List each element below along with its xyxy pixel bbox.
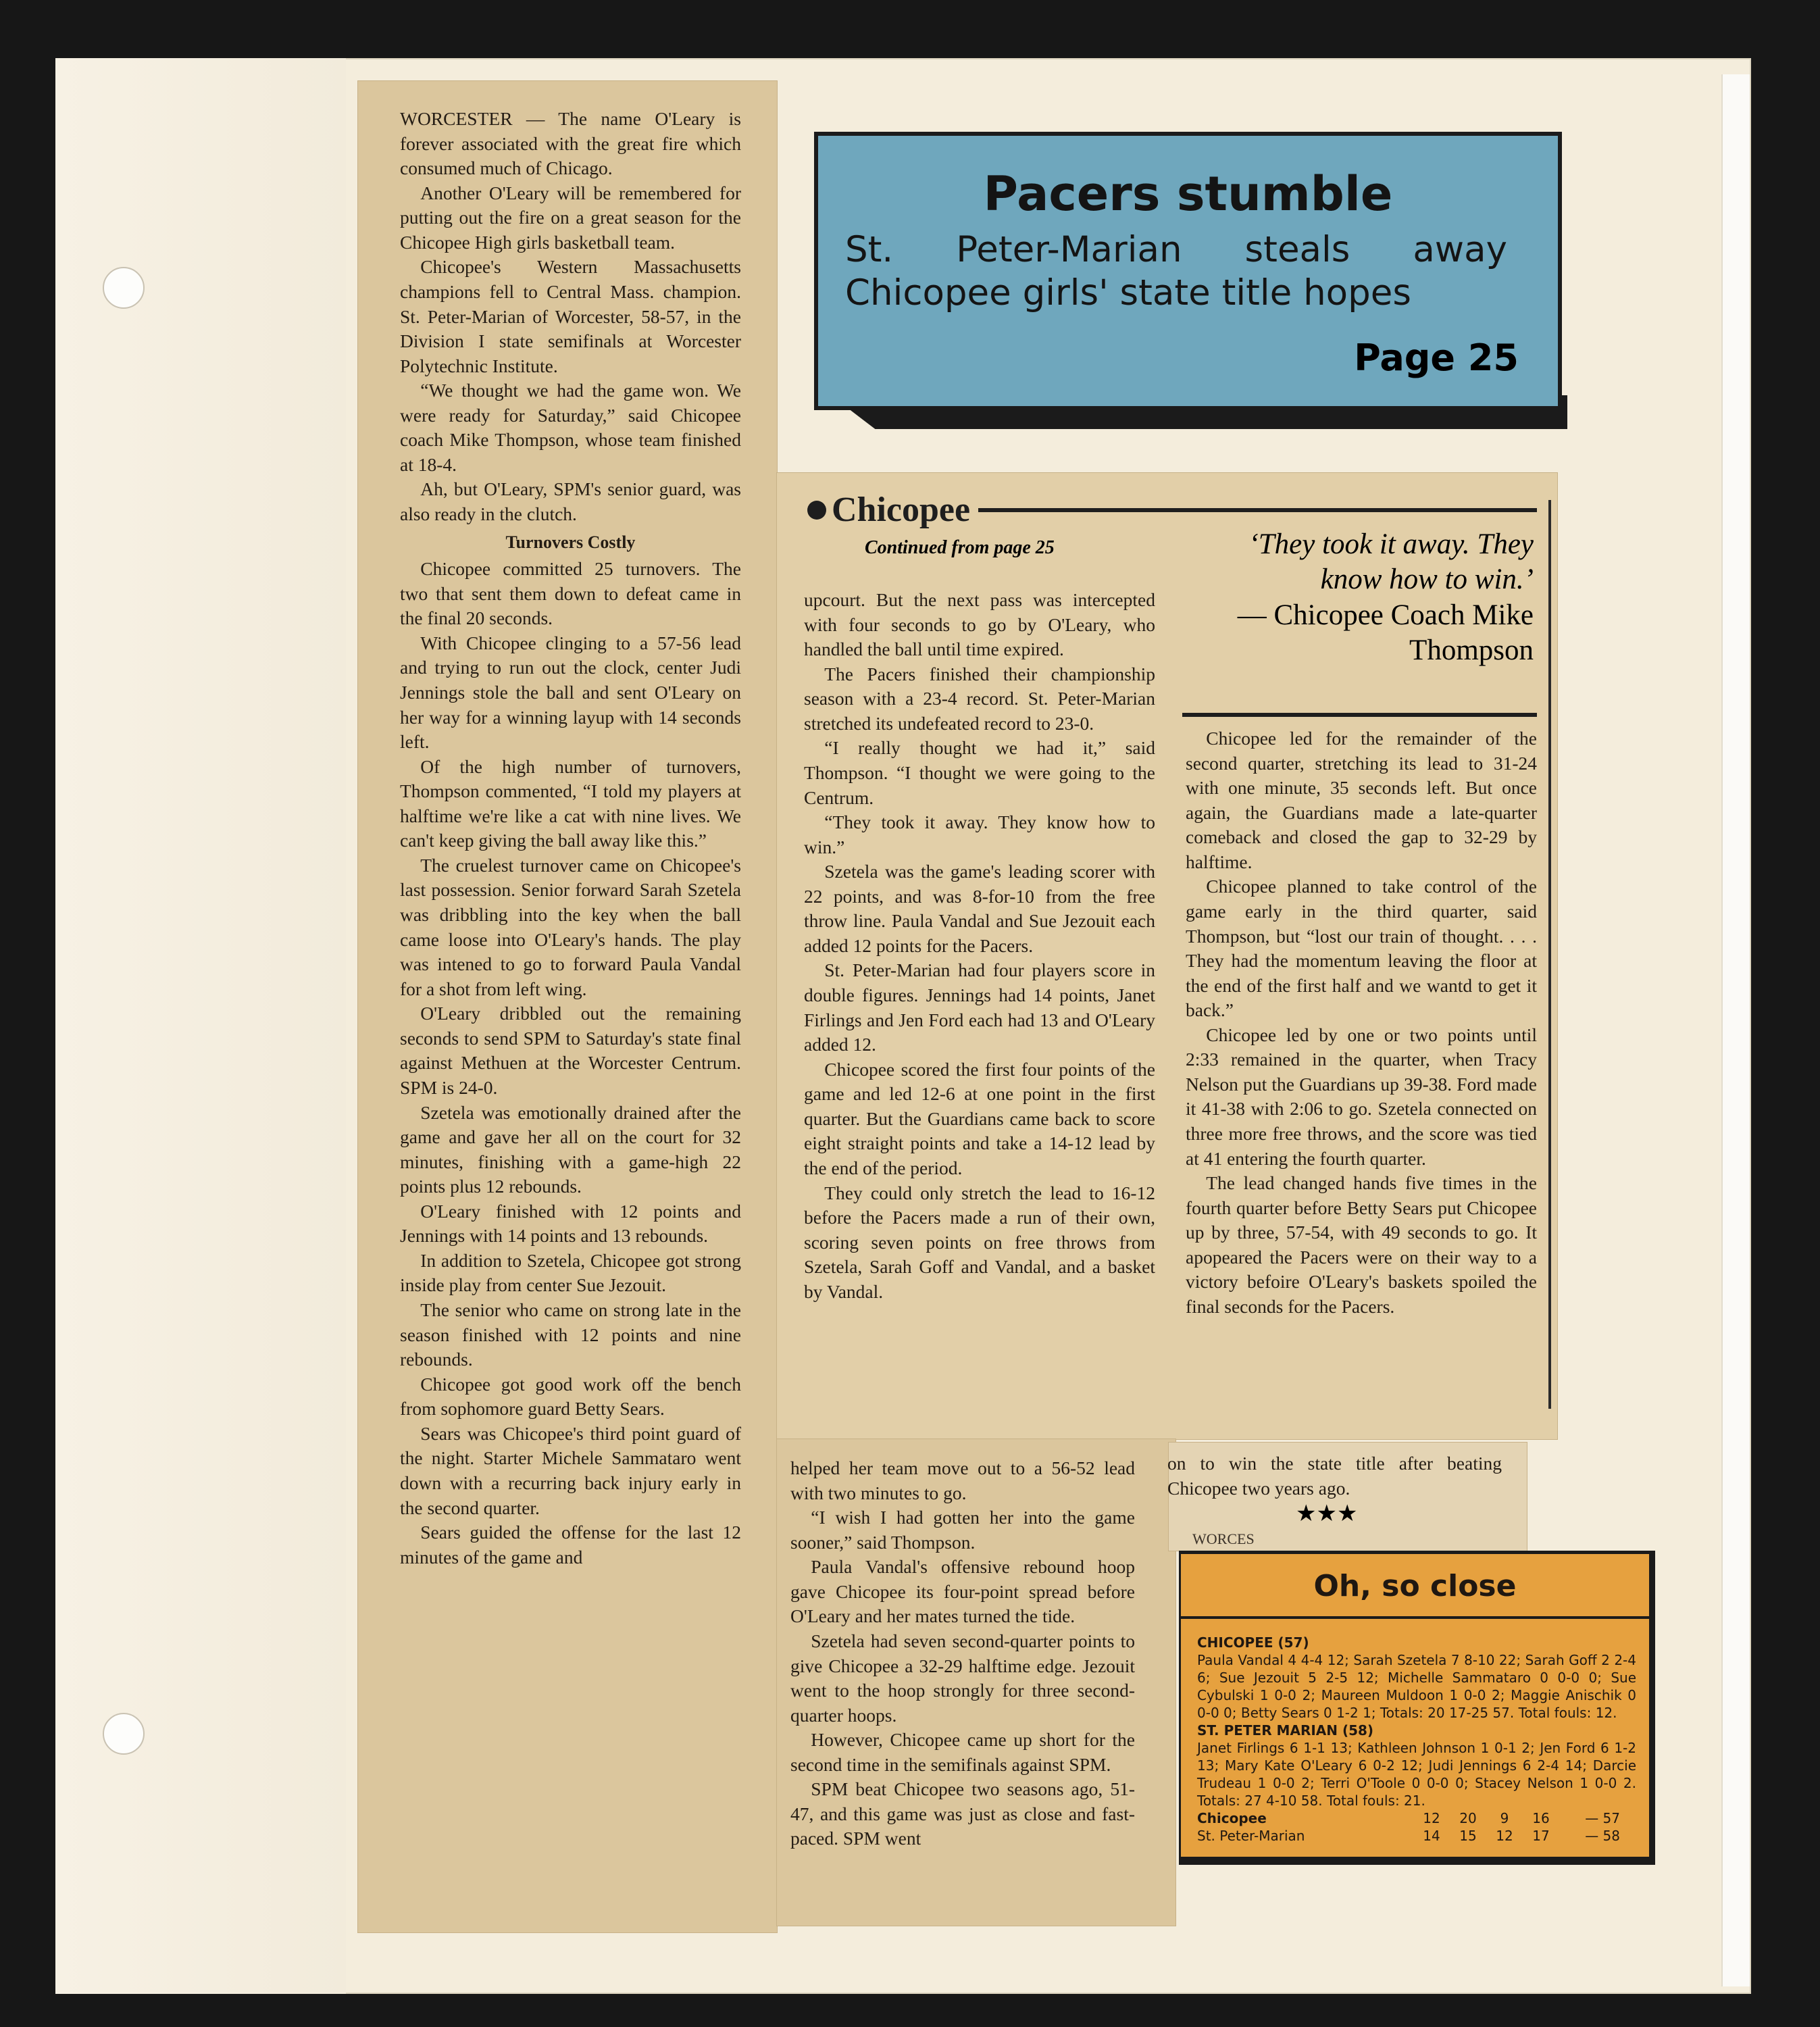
binder-hole-bottom	[103, 1713, 145, 1755]
paragraph: Szetela had seven second-quarter points to give Chicopee a 32-29 halftime edge. Jezouit went to the hoop strongly for three second-quarter hoops.	[790, 1630, 1135, 1726]
final-score: — 58	[1585, 1828, 1620, 1844]
paragraph: Paula Vandal's offensive rebound hoop gave Chicopee its four-point spread before O'Leary and her mates turned the tide.	[790, 1556, 1135, 1627]
paragraph: The lead changed hands five times in the fourth quarter before Betty Sears put Chicopee up by three, 57-54, with 49 seconds to go. It apopeared the Pacers were on their way to a victory befoire O'Leary's baskets spoiled the final seconds for the Pacers.	[1186, 1172, 1537, 1317]
paragraph: O'Leary dribbled out the remaining seconds to send SPM to Saturday's state final against Methuen at the Worcester Centrum. SPM is 24-0.	[400, 1003, 741, 1098]
article-column-1	[400, 107, 741, 1570]
quarter-row	[1197, 1827, 1636, 1845]
final-score: — 57	[1585, 1810, 1620, 1826]
section-stars: ★★★	[1296, 1501, 1358, 1526]
paragraph: WORCESTER — The name O'Leary is forever associated with the great fire which consumed much of Chicago.	[400, 108, 741, 179]
team-stats: Janet Firlings 6 1-1 13; Kathleen Johnson 1 0-1 2; Jen Ford 6 1-2 13; Mary Kate O'Leary 6 0-2 12; Judi Jennings 6 2-4 14; Darcie Trudeau 1 0-0 2; Terri O'Toole 0 0-0 0; Stacey Nelson 1 0-0 2. Totals: 27 4-10 58. Total fouls: 21.	[1197, 1740, 1636, 1809]
paragraph: The senior who came on strong late in the season finished with 12 points and nine rebounds.	[400, 1299, 741, 1370]
paragraph: helped her team move out to a 56-52 lead with two minutes to go.	[790, 1457, 1135, 1503]
subtitle-line: Chicopee girls' state title hopes	[845, 272, 1411, 314]
quarter-team: Chicopee	[1197, 1810, 1267, 1826]
quarter-score: 17	[1532, 1828, 1550, 1844]
paragraph: However, Chicopee came up short for the second time in the semifinals against SPM.	[790, 1729, 1135, 1775]
paragraph: They could only stretch the lead to 16-12 before the Pacers made a run of their own, scoring seven points on free throws from Szetela, Sarah Goff and Vandal, and a basket by Vandal.	[804, 1182, 1155, 1302]
paragraph: The cruelest turnover came on Chicopee's last possession. Senior forward Sarah Szetela was dribbling into the key when the ball came loose into O'Leary's hands. The play was intened to go to forward Paula Vandal for a shot from left wing.	[400, 854, 741, 999]
paragraph: Chicopee's Western Massachusetts champions fell to Central Mass. champion. St. Peter-Marian of Worcester, 58-57, in the Division I state semifinals at Worcester Polytechnic Institute.	[400, 256, 741, 376]
jump-header	[807, 490, 1537, 530]
column-rule	[1548, 500, 1551, 1409]
article-column-3	[1186, 726, 1537, 1320]
bullet-icon	[807, 501, 826, 520]
headline-subtitle	[845, 228, 1558, 314]
box-score	[1181, 1554, 1649, 1857]
page-edge	[1721, 74, 1750, 1986]
paragraph: upcourt. But the next pass was intercepted with four seconds to go by O'Leary, who handled the ball until time expired.	[804, 589, 1155, 660]
subhead: Turnovers Costly	[505, 532, 636, 552]
headline-box	[814, 132, 1562, 410]
paragraph: Of the high number of turnovers, Thompson commented, “I told my players at halftime we're like a cat with nine lives. We can't keep giving the ball away like this.”	[400, 755, 741, 851]
team-stats: Paula Vandal 4 4-4 12; Sarah Szetela 7 8-10 22; Sarah Goff 2 2-4 6; Sue Jezouit 5 2-5 12; Michelle Sammataro 0 0-0 0; Sue Cybulski 1 0-0 2; Maureen Muldoon 1 0-0 2; Maggie Anischik 0 0-0 0; Betty Sears 0 1-2 1; Totals: 20 17-25 57. Total fouls: 12.	[1197, 1652, 1636, 1721]
paragraph: Chicopee led by one or two points until 2:33 remained in the quarter, when Tracy Nelson put the Guardians up 39-38. Ford made it 41-38 with 2:06 to go. Szetela connected on three more free throws, and the score was tied at 41 entering the fourth quarter.	[1186, 1024, 1537, 1169]
quote-text: ‘They took it away. They know how to win.’	[1248, 528, 1534, 596]
paragraph: Chicopee led for the remainder of the second quarter, stretching its lead to 31-24 with one minute, 35 seconds left. But once again, the Guardians made a late-quarter comeback and closed the gap to 32-29 by halftime.	[1186, 728, 1537, 872]
paragraph: Chicopee got good work off the bench from sophomore guard Betty Sears.	[400, 1373, 741, 1420]
quote-attribution: — Chicopee Coach Mike Thompson	[1237, 599, 1534, 667]
subtitle-word: steals	[1244, 229, 1350, 270]
paragraph: Chicopee committed 25 turnovers. The two that sent them down to defeat came in the final 20 seconds.	[400, 558, 741, 629]
subtitle-word: St.	[845, 229, 894, 270]
header-rule	[978, 508, 1537, 512]
quarter-score: 9	[1500, 1810, 1509, 1826]
box-score-body	[1197, 1634, 1636, 1845]
binding-strip	[55, 58, 346, 1994]
paragraph: In addition to Szetela, Chicopee got strong inside play from center Sue Jezouit.	[400, 1249, 741, 1296]
cut-off-dateline: WORCES	[1192, 1530, 1255, 1547]
article-column-3b	[1167, 1451, 1502, 1501]
paragraph: Chicopee scored the first four points of the game and led 12-6 at one point in the first quarter. But the Guardians came back to score eight straight points and take a 14-12 lead by the end of the period.	[804, 1058, 1155, 1178]
paragraph: Sears guided the offense for the last 12 minutes of the game and	[400, 1522, 741, 1568]
paragraph: O'Leary finished with 12 points and Jennings with 14 points and 13 rebounds.	[400, 1200, 741, 1247]
paragraph: Chicopee planned to take control of the game early in the third quarter, said Thompson, but “lost our train of thought. . . . They had the momentum leaving the floor at the end of the first half and we wantd to get it back.”	[1186, 876, 1537, 1021]
quarter-score: 16	[1532, 1810, 1550, 1826]
quarter-score: 12	[1423, 1810, 1440, 1826]
continued-line: Continued from page 25	[865, 537, 1055, 558]
quarter-team: St. Peter-Marian	[1197, 1828, 1305, 1844]
article-column-2b	[790, 1456, 1135, 1851]
paragraph: With Chicopee clinging to a 57-56 lead and trying to run out the clock, center Judi Jennings stole the ball and sent O'Leary on her way for a winning layup with 14 seconds left.	[400, 632, 741, 753]
paragraph: SPM beat Chicopee two seasons ago, 51-47, and this game was just as close and fast-paced. SPM went	[790, 1778, 1135, 1849]
paragraph: Szetela was the game's leading scorer with 22 points, and was 8-for-10 from the free throw line. Paula Vandal and Sue Jezouit each added 12 points for the Pacers.	[804, 861, 1155, 956]
paragraph: “I wish I had gotten her into the game sooner,” said Thompson.	[790, 1507, 1135, 1553]
quote-rule	[1182, 713, 1537, 717]
headline-title: Pacers stumble	[983, 166, 1393, 222]
paragraph: Another O'Leary will be remembered for putting out the fire on a great season for the Chicopee High girls basketball team.	[400, 182, 741, 253]
headline-page-ref: Page 25	[1354, 336, 1519, 379]
paragraph: The Pacers finished their championship season with a 23-4 record. St. Peter-Marian stretched its undefeated record to 23-0.	[804, 663, 1155, 734]
binder-hole-top	[103, 267, 145, 309]
quarter-score: 12	[1496, 1828, 1513, 1844]
subtitle-word: away	[1413, 229, 1507, 270]
quarter-score: 20	[1459, 1810, 1477, 1826]
paragraph: Sears was Chicopee's third point guard of the night. Starter Michele Sammataro went down with a recurring back injury early in the second quarter.	[400, 1422, 741, 1518]
quarter-score: 15	[1459, 1828, 1477, 1844]
paragraph: “We thought we had the game won. We were ready for Saturday,” said Chicopee coach Mike Thompson, whose team finished at 18-4.	[400, 380, 741, 475]
quarter-row	[1197, 1809, 1636, 1827]
team-heading: CHICOPEE (57)	[1197, 1634, 1309, 1651]
paragraph: on to win the state title after beating Chicopee two years ago.	[1167, 1453, 1502, 1499]
paragraph: Ah, but O'Leary, SPM's senior guard, was also ready in the clutch.	[400, 478, 741, 524]
paragraph: “They took it away. They know how to win.”	[804, 811, 1155, 857]
pull-quote	[1189, 527, 1534, 669]
team-heading: ST. PETER MARIAN (58)	[1197, 1722, 1374, 1738]
paragraph: “I really thought we had it,” said Thompson. “I thought we were going to the Centrum.	[804, 737, 1155, 808]
box-score-rule	[1181, 1616, 1649, 1619]
paragraph: Szetela was emotionally drained after the game and gave her all on the court for 32 minutes, finishing with a game-high 22 points plus 12 rebounds.	[400, 1101, 741, 1197]
jump-title: Chicopee	[832, 491, 971, 529]
subtitle-word: Peter-Marian	[956, 229, 1182, 270]
article-column-2a	[804, 588, 1155, 1304]
quarter-score: 14	[1423, 1828, 1440, 1844]
paragraph: St. Peter-Marian had four players score in double figures. Jennings had 14 points, Janet Firlings and Jen Ford each had 13 and O'Leary added 12.	[804, 959, 1155, 1055]
box-score-title: Oh, so close	[1313, 1569, 1517, 1603]
